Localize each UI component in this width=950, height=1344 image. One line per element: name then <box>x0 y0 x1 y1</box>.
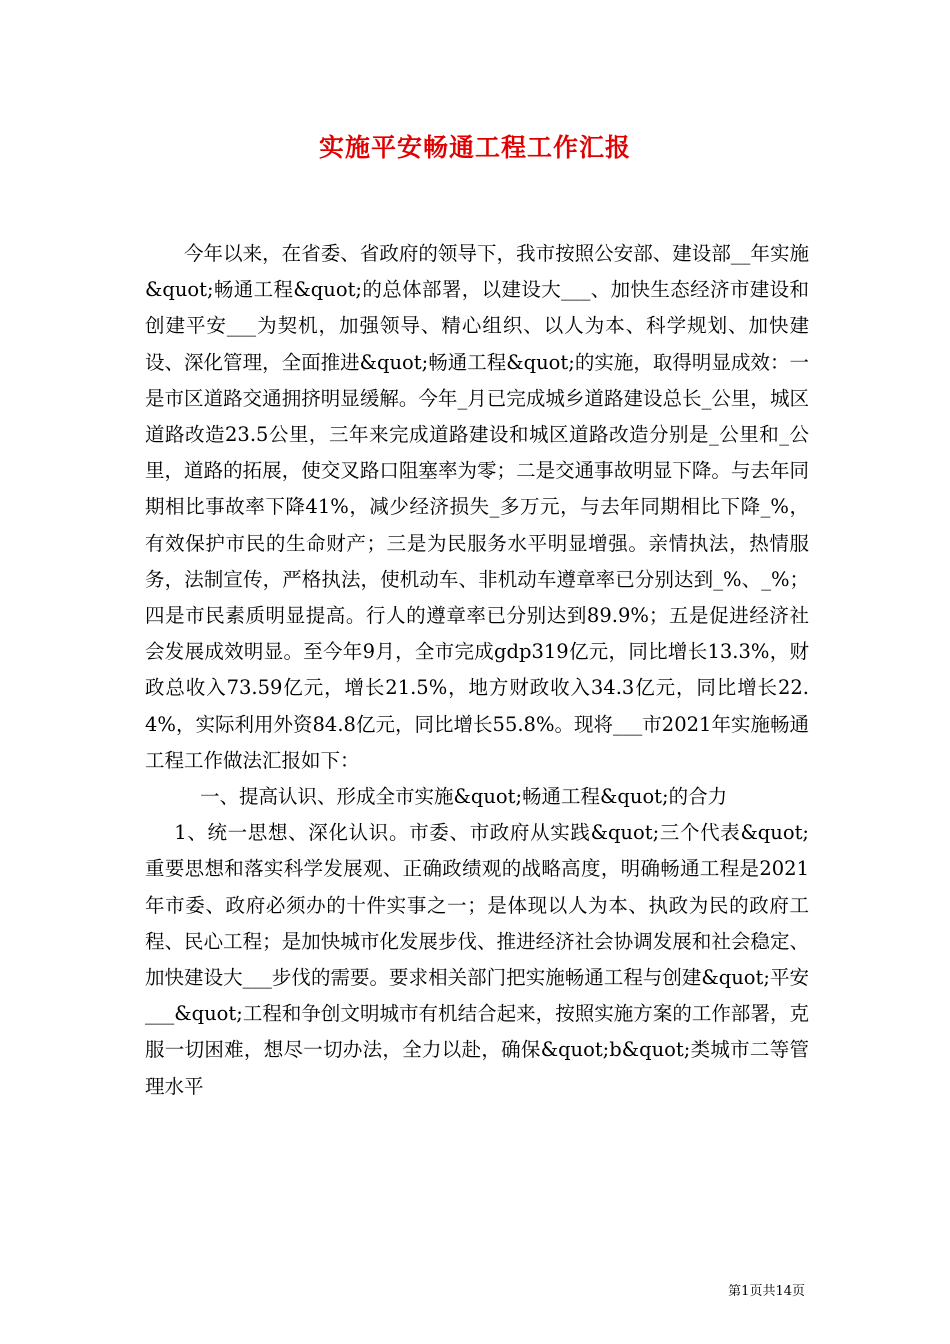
section-heading: 一、提高认识、形成全市实施&quot;畅通工程&quot;的合力 <box>200 785 728 809</box>
page-number: 第1页共14页 <box>728 1284 805 1299</box>
document-title: 实施平安畅通工程工作汇报 <box>318 133 631 162</box>
document-body <box>145 236 809 1105</box>
subsection-paragraph: 1、统一思想、深化认识。市委、市政府从实践&quot;三个代表&quot;重要思想和落实科学发展观、正确政绩观的战略高度，明确畅通工程是2021年市委、政府必须办的十件实事之一；是体现以人为本、执政为民的政府工程、民心工程；是加快城市化发展步伐、推进经济社会协调发展和社会稳定、加快建设大___步伐的需要。要求相关部门把实施畅通工程与创建&quot;平安___&quot;工程和争创文明城市有机结合起来，按照实施方案的工作部署，克服一切困难，想尽一切办法，全力以赴，确保&quot;b&quot;类城市二等管理水平 <box>145 821 809 1098</box>
intro-paragraph: 今年以来，在省委、省政府的领导下，我市按照公安部、建设部__年实施&quot;畅通工程&quot;的总体部署，以建设大___、加快生态经济市建设和创建平安___为契机，加强领导、精心组织、以人为本、科学规划、加快建设、深化管理，全面推进&quot;畅通工程&quot;的实施，取得明显成效：一是市区道路交通拥挤明显缓解。今年_月已完成城乡道路建设总长_公里，城区道路改造23.5公里，三年来完成道路建设和城区道路改造分别是_公里和_公里，道路的拓展，使交叉路口阻塞率为零；二是交通事故明显下降。与去年同期相比事故率下降41%，减少经济损失_多万元，与去年同期相比下降_%，有效保护市民的生命财产；三是为民服务水平明显增强。亲情执法，热情服务，法制宣传，严格执法，使机动车、非机动车遵章率已分别达到_%、_%；四是市民素质明显提高。行人的遵章率已分别达到89.9%；五是促进经济社会发展成效明显。至今年9月，全市完成gdp319亿元，同比增长13.3%，财政总收入73.59亿元，增长21.5%，地方财政收入34.3亿元，同比增长22.4%，实际利用外资84.8亿元，同比增长55.8%。现将___市2021年实施畅通工程工作做法汇报如下： <box>145 242 809 772</box>
